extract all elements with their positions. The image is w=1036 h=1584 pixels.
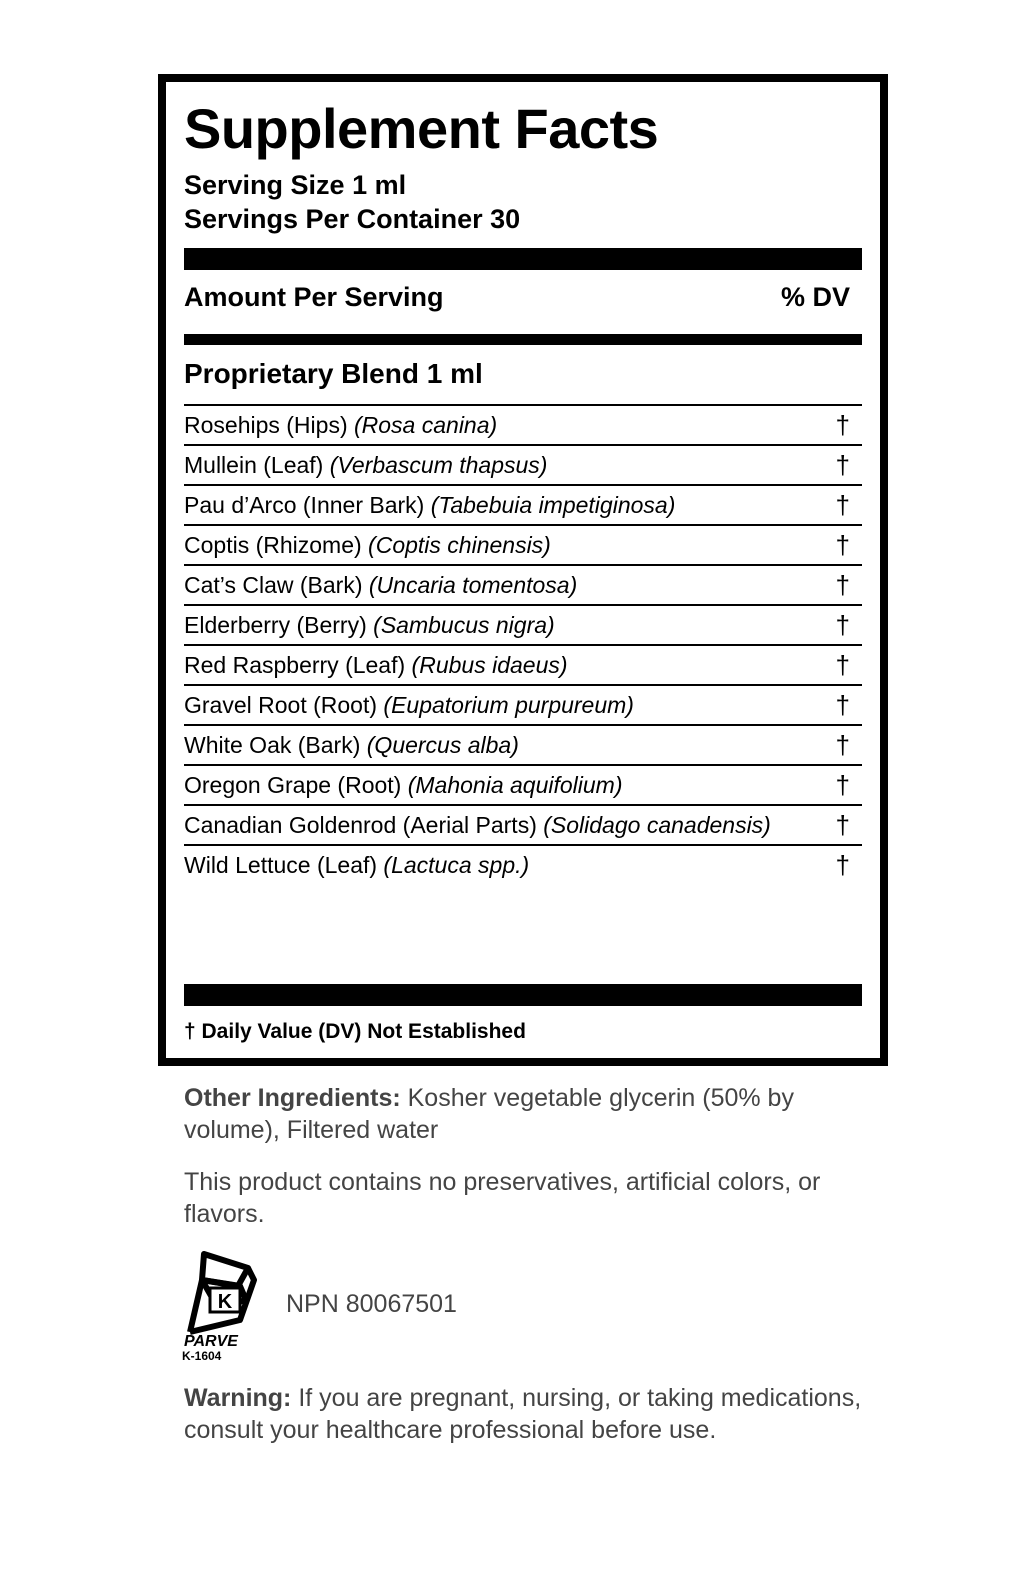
- ingredient-name: Canadian Goldenrod (Aerial Parts): [184, 812, 544, 838]
- ingredient-row: [184, 446, 862, 486]
- ingredient-name: Coptis (Rhizome): [184, 532, 369, 558]
- ingredient-row: [184, 726, 862, 766]
- npn-number: NPN 80067501: [286, 1290, 457, 1318]
- warning-label: Warning:: [184, 1384, 292, 1412]
- ingredient-dv: †: [835, 810, 850, 840]
- ingredient-latin-name: (Verbascum thapsus): [329, 452, 548, 478]
- kosher-k-symbol-icon: [180, 1250, 260, 1362]
- ingredient-row: [184, 846, 862, 884]
- ingredient-dv: †: [835, 650, 850, 680]
- ingredient-dv: †: [835, 690, 850, 720]
- ingredient-latin-name: (Rosa canina): [354, 412, 498, 438]
- ingredient-latin-name: (Mahonia aquifolium): [407, 772, 623, 798]
- ingredient-name: Pau d’Arco (Inner Bark): [184, 492, 431, 518]
- ingredient-latin-name: (Eupatorium purpureum): [383, 692, 634, 718]
- ingredient-latin-name: (Lactuca spp.): [383, 852, 530, 878]
- amount-per-serving-label: Amount Per Serving: [184, 282, 444, 312]
- ingredient-latin-name: (Coptis chinensis): [368, 532, 551, 558]
- thick-divider-bottom: [184, 984, 862, 1006]
- panel-title: Supplement Facts: [184, 97, 659, 160]
- ingredient-latin-name: (Uncaria tomentosa): [368, 572, 578, 598]
- warning-text: If you are pregnant, nursing, or taking medications, consult your healthcare professional before use.: [184, 1384, 862, 1444]
- ingredient-name: Gravel Root (Root): [184, 692, 384, 718]
- other-ingredients: [184, 1082, 864, 1146]
- no-preservatives-statement: This product contains no preservatives, artificial colors, or flavors.: [184, 1168, 821, 1228]
- daily-value-note: † Daily Value (DV) Not Established: [184, 1020, 526, 1043]
- ingredient-latin-name: (Quercus alba): [366, 732, 519, 758]
- ingredient-dv: †: [835, 450, 850, 480]
- ingredient-dv: †: [835, 770, 850, 800]
- ingredient-row: [184, 766, 862, 806]
- ingredient-dv: †: [835, 570, 850, 600]
- ingredient-dv: †: [835, 490, 850, 520]
- ingredient-row: [184, 806, 862, 846]
- ingredient-latin-name: (Rubus idaeus): [411, 652, 568, 678]
- ingredient-row: [184, 406, 862, 446]
- ingredient-name: Wild Lettuce (Leaf): [184, 852, 384, 878]
- ingredient-row: [184, 606, 862, 646]
- ingredient-name: Red Raspberry (Leaf): [184, 652, 412, 678]
- warning-statement: [184, 1382, 864, 1446]
- thick-divider-top: [184, 248, 862, 270]
- dv-column-header: % DV: [780, 282, 850, 312]
- ingredient-dv: †: [835, 850, 850, 880]
- ingredient-name: Rosehips (Hips): [184, 412, 354, 438]
- other-ingredients-text: Kosher vegetable glycerin (50% by volume), Filtered water: [184, 1084, 794, 1144]
- ingredient-name: Elderberry (Berry): [184, 612, 374, 638]
- ingredient-row: [184, 686, 862, 726]
- ingredient-row: [184, 486, 862, 526]
- ingredient-dv: †: [835, 610, 850, 640]
- proprietary-blend-title: Proprietary Blend 1 ml: [184, 358, 483, 389]
- kosher-letter: K: [217, 1291, 233, 1313]
- ingredient-dv: †: [835, 730, 850, 760]
- kosher-symbol-graphic: [180, 1250, 260, 1362]
- kosher-code: K-1604: [182, 1349, 222, 1362]
- ingredient-row: [184, 646, 862, 686]
- ingredient-dv: †: [835, 530, 850, 560]
- ingredient-row: [184, 566, 862, 606]
- ingredient-latin-name: (Solidago canadensis): [543, 812, 771, 838]
- ingredient-table: [184, 404, 862, 884]
- amount-header-row: [184, 282, 862, 313]
- servings-per-container: Servings Per Container 30: [184, 204, 521, 234]
- medium-divider: [184, 334, 862, 345]
- supplement-facts-panel: [158, 74, 888, 1066]
- ingredient-latin-name: (Sambucus nigra): [373, 612, 555, 638]
- ingredient-name: White Oak (Bark): [184, 732, 367, 758]
- ingredient-latin-name: (Tabebuia impetiginosa): [430, 492, 676, 518]
- other-ingredients-label: Other Ingredients:: [184, 1084, 401, 1112]
- kosher-parve: PARVE: [184, 1333, 238, 1350]
- ingredient-name: Cat’s Claw (Bark): [184, 572, 369, 598]
- serving-size: Serving Size 1 ml: [184, 170, 407, 200]
- ingredient-name: Oregon Grape (Root): [184, 772, 408, 798]
- ingredient-name: Mullein (Leaf): [184, 452, 330, 478]
- ingredient-dv: †: [835, 410, 850, 440]
- ingredient-row: [184, 526, 862, 566]
